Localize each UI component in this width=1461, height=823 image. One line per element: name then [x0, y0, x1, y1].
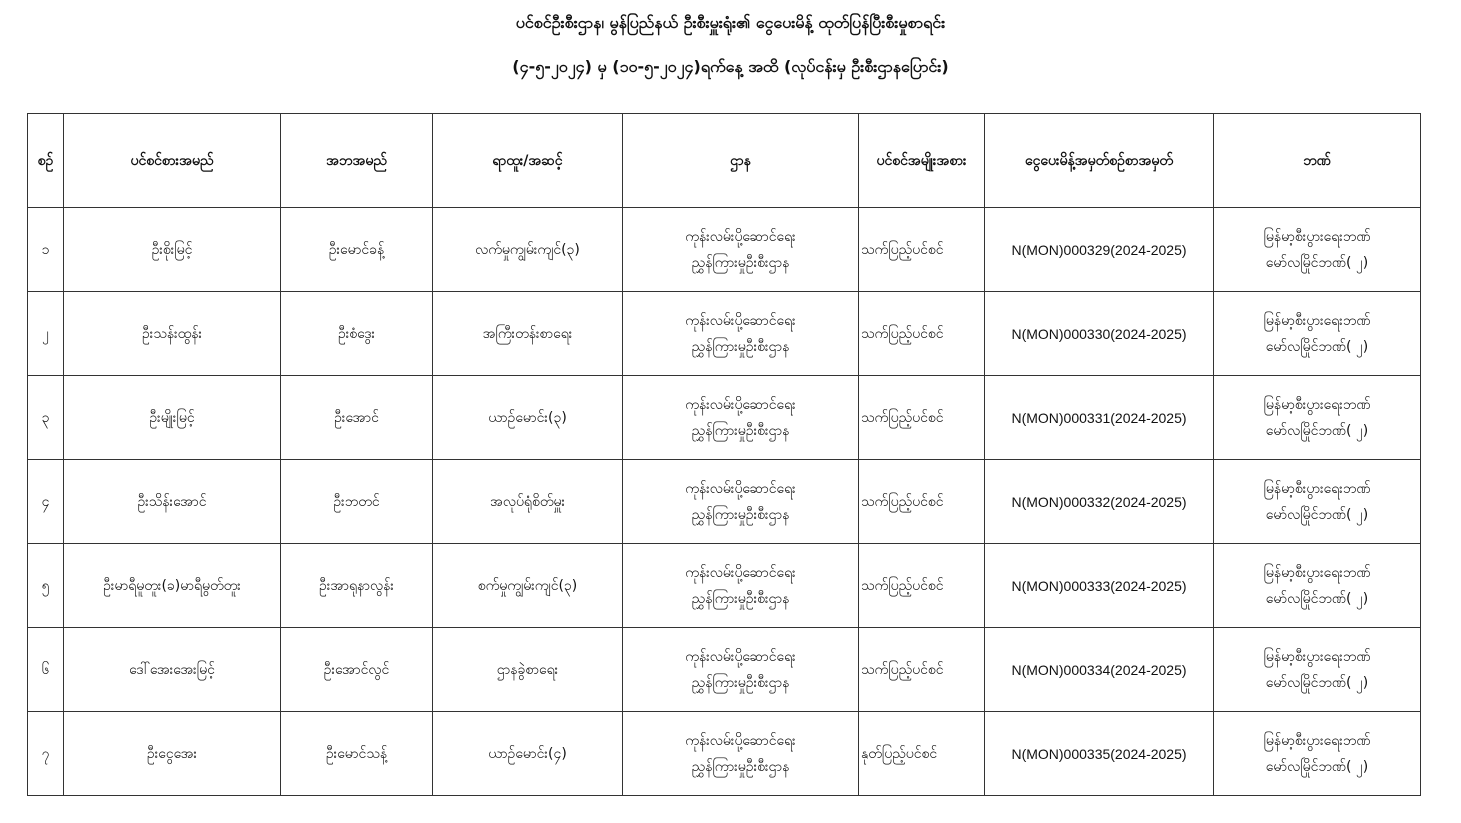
cell-bank: [1214, 712, 1421, 796]
header-no: စဉ်: [28, 114, 64, 208]
document-title: ပင်စင်ဦးစီးဌာန၊ မွန်ပြည်နယ် ဦးစီးမှူးရုံး၏ ငွေပေးမိန့် ထုတ်ပြန်ပြီးစီးမှုစာရင်း: [515, 13, 946, 32]
department-line1: ကုန်းလမ်းပို့ဆောင်ရေး: [685, 396, 796, 413]
bank-line1: မြန်မာ့စီးပွားရေးဘဏ်: [1263, 312, 1371, 329]
cell-name: ဦးသန်းထွန်း: [64, 292, 281, 376]
cell-name: ဦးသိန်းအောင်: [64, 460, 281, 544]
header-license-number: ငွေပေးမိန့်အမှတ်စဉ်စာအမှတ်: [985, 114, 1214, 208]
cell-license-number: N(MON)000335(2024-2025): [985, 712, 1214, 796]
table-row: [28, 376, 1421, 460]
cell-father: ဦးအောင်: [281, 376, 433, 460]
cell-license-number: N(MON)000332(2024-2025): [985, 460, 1214, 544]
cell-no: ၁: [28, 208, 64, 292]
cell-name: ဦးမျိုးမြင့်: [64, 376, 281, 460]
bank-line2: မော်လမြိုင်ဘဏ်( ၂): [1265, 506, 1369, 523]
cell-father: ဦးအောင်လွင်: [281, 628, 433, 712]
bank-line1: မြန်မာ့စီးပွားရေးဘဏ်: [1263, 228, 1371, 245]
cell-pension-type: သက်ပြည့်ပင်စင်: [859, 292, 985, 376]
cell-father: ဦးမောင်သန့်: [281, 712, 433, 796]
bank-line1: မြန်မာ့စီးပွားရေးဘဏ်: [1263, 564, 1371, 581]
table-row: [28, 292, 1421, 376]
bank-line2: မော်လမြိုင်ဘဏ်( ၂): [1265, 338, 1369, 355]
bank-line1: မြန်မာ့စီးပွားရေးဘဏ်: [1263, 648, 1371, 665]
header-department: ဌာန: [623, 114, 859, 208]
cell-name: ဦးစိုးမြင့်: [64, 208, 281, 292]
cell-name: ဦးမာရီမူတူး(ခ)မာရီမွတ်တူး: [64, 544, 281, 628]
cell-pension-type: သက်ပြည့်ပင်စင်: [859, 544, 985, 628]
cell-bank: [1214, 460, 1421, 544]
cell-pension-type: သက်ပြည့်ပင်စင်: [859, 208, 985, 292]
cell-license-number: N(MON)000330(2024-2025): [985, 292, 1214, 376]
cell-rank: ယာဉ်မောင်း(၄): [433, 712, 623, 796]
cell-license-number: N(MON)000329(2024-2025): [985, 208, 1214, 292]
department-line2: ညွှန်ကြားမှုဦးစီးဌာန: [691, 758, 790, 775]
cell-bank: [1214, 292, 1421, 376]
header-father: အဘအမည်: [281, 114, 433, 208]
table-row: [28, 712, 1421, 796]
cell-department: [623, 376, 859, 460]
cell-pension-type: နုတ်ပြည့်ပင်စင်: [859, 712, 985, 796]
cell-rank: စက်မှုကျွမ်းကျင်(၃): [433, 544, 623, 628]
table-row: [28, 460, 1421, 544]
department-line2: ညွှန်ကြားမှုဦးစီးဌာန: [691, 674, 790, 691]
department-line2: ညွှန်ကြားမှုဦးစီးဌာန: [691, 422, 790, 439]
bank-line1: မြန်မာ့စီးပွားရေးဘဏ်: [1263, 480, 1371, 497]
cell-department: [623, 208, 859, 292]
table-body: [28, 208, 1421, 796]
cell-no: ၇: [28, 712, 64, 796]
table-header: [28, 114, 1421, 208]
cell-name: ဦးငွေအေး: [64, 712, 281, 796]
cell-department: [623, 712, 859, 796]
cell-pension-type: သက်ပြည့်ပင်စင်: [859, 628, 985, 712]
bank-line2: မော်လမြိုင်ဘဏ်( ၂): [1265, 758, 1369, 775]
header-rank: ရာထူး/အဆင့်: [433, 114, 623, 208]
department-line1: ကုန်းလမ်းပို့ဆောင်ရေး: [685, 564, 796, 581]
header-bank: ဘဏ်: [1214, 114, 1421, 208]
cell-no: ၆: [28, 628, 64, 712]
table-row: [28, 544, 1421, 628]
cell-department: [623, 544, 859, 628]
cell-department: [623, 292, 859, 376]
cell-rank: အကြီးတန်းစာရေး: [433, 292, 623, 376]
table-row: [28, 628, 1421, 712]
cell-no: ၃: [28, 376, 64, 460]
department-line2: ညွှန်ကြားမှုဦးစီးဌာန: [691, 590, 790, 607]
document-subtitle: (၄-၅-၂၀၂၄) မှ (၁၀-၅-၂၀၂၄)ရက်နေ့ အထိ (လုပ်ငန်းမှ ဦးစီးဌာနပြောင်း): [512, 57, 949, 76]
department-line1: ကုန်းလမ်းပို့ဆောင်ရေး: [685, 732, 796, 749]
cell-pension-type: သက်ပြည့်ပင်စင်: [859, 376, 985, 460]
cell-license-number: N(MON)000331(2024-2025): [985, 376, 1214, 460]
cell-no: ၂: [28, 292, 64, 376]
department-line2: ညွှန်ကြားမှုဦးစီးဌာန: [691, 506, 790, 523]
cell-father: ဦးအာရုနာလွန်း: [281, 544, 433, 628]
cell-father: ဦးမောင်ခန့်: [281, 208, 433, 292]
cell-bank: [1214, 628, 1421, 712]
department-line2: ညွှန်ကြားမှုဦးစီးဌာန: [691, 254, 790, 271]
bank-line1: မြန်မာ့စီးပွားရေးဘဏ်: [1263, 732, 1371, 749]
header-row: [28, 114, 1421, 208]
bank-line2: မော်လမြိုင်ဘဏ်( ၂): [1265, 422, 1369, 439]
cell-no: ၅: [28, 544, 64, 628]
cell-license-number: N(MON)000333(2024-2025): [985, 544, 1214, 628]
bank-line2: မော်လမြိုင်ဘဏ်( ၂): [1265, 674, 1369, 691]
cell-father: ဦးဘတင်: [281, 460, 433, 544]
department-line1: ကုန်းလမ်းပို့ဆောင်ရေး: [685, 648, 796, 665]
department-line1: ကုန်းလမ်းပို့ဆောင်ရေး: [685, 480, 796, 497]
cell-license-number: N(MON)000334(2024-2025): [985, 628, 1214, 712]
cell-rank: ယာဉ်မောင်း(၃): [433, 376, 623, 460]
cell-bank: [1214, 208, 1421, 292]
table-row: [28, 208, 1421, 292]
cell-father: ဦးစံဒွေး: [281, 292, 433, 376]
department-line1: ကုန်းလမ်းပို့ဆောင်ရေး: [685, 312, 796, 329]
cell-bank: [1214, 544, 1421, 628]
cell-rank: ဌာနခွဲစာရေး: [433, 628, 623, 712]
cell-name: ဒေါ်အေးအေးမြင့်: [64, 628, 281, 712]
bank-line1: မြန်မာ့စီးပွားရေးဘဏ်: [1263, 396, 1371, 413]
cell-bank: [1214, 376, 1421, 460]
bank-line2: မော်လမြိုင်ဘဏ်( ၂): [1265, 254, 1369, 271]
header-name: ပင်စင်စားအမည်: [64, 114, 281, 208]
cell-rank: အလုပ်ရုံစိတ်မှူး: [433, 460, 623, 544]
cell-pension-type: သက်ပြည့်ပင်စင်: [859, 460, 985, 544]
department-line2: ညွှန်ကြားမှုဦးစီးဌာန: [691, 338, 790, 355]
bank-line2: မော်လမြိုင်ဘဏ်( ၂): [1265, 590, 1369, 607]
header-pension-type: ပင်စင်အမျိုးအစား: [859, 114, 985, 208]
pension-table: [27, 113, 1421, 796]
cell-rank: လက်မှုကျွမ်းကျင်(၃): [433, 208, 623, 292]
cell-department: [623, 628, 859, 712]
cell-department: [623, 460, 859, 544]
cell-no: ၄: [28, 460, 64, 544]
department-line1: ကုန်းလမ်းပို့ဆောင်ရေး: [685, 228, 796, 245]
